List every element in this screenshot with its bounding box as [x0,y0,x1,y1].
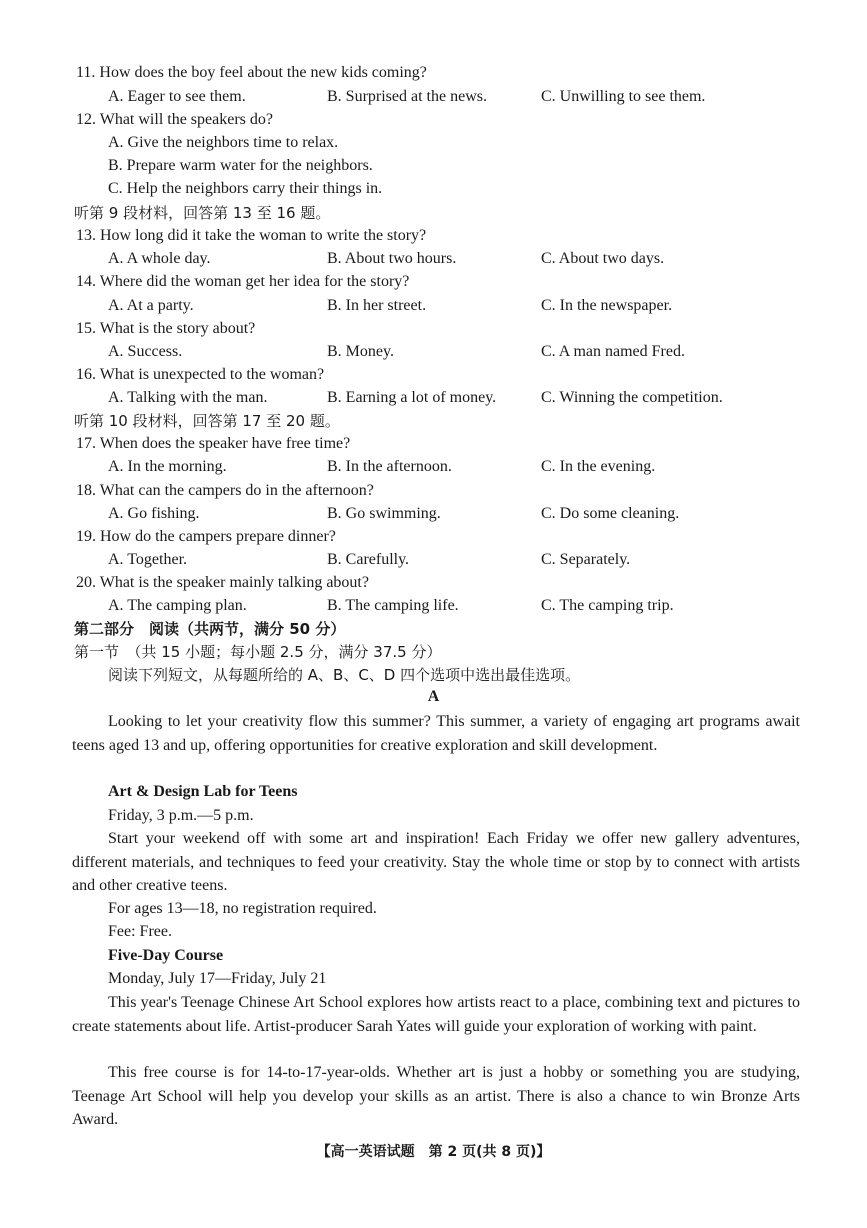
question-number: 19. [76,528,96,545]
question-number: 12. [76,111,96,128]
lab-title: Art & Design Lab for Teens [108,783,298,800]
option-b: B. Earning a lot of money. [327,389,497,406]
option-c: C. In the newspaper. [541,297,673,314]
option-a: A. Success. [108,343,183,360]
option-b: B. Go swimming. [327,505,441,522]
course-time: Monday, July 17—Friday, July 21 [108,970,327,987]
question-15 [76,318,255,340]
course-description-1: This year's Teenage Chinese Art School explores how artists react to a place, combining text and pictures to create statements about life. Artist-producer Sarah Yates will guide your exploration of working with paint. [72,994,800,1035]
question-number: 17. [76,435,96,452]
question-12 [76,109,273,131]
question-11 [76,62,427,84]
question-number: 14. [76,273,96,290]
option-c: C. Do some cleaning. [541,505,680,522]
option-b: B. About two hours. [327,250,457,267]
option-b: B. Surprised at the news. [327,88,487,105]
option-a: A. Talking with the man. [108,389,268,406]
question-text: How long did it take the woman to write the story? [100,227,427,244]
option-c: C. The camping trip. [541,597,674,614]
question-text: When does the speaker have free time? [99,435,351,452]
passage-intro: Looking to let your creativity flow this summer? This summer, a variety of engaging art programs await teens aged 13 and up, offering opportunities for creative exploration and skill development. [72,713,800,754]
question-number: 20. [76,574,96,591]
option-c: C. Winning the competition. [541,389,723,406]
question-number: 18. [76,482,96,499]
question-text: What is unexpected to the woman? [99,366,325,383]
passage-letter: A [427,688,440,705]
course-title: Five-Day Course [108,947,224,964]
question-16 [76,364,324,386]
option-b: B. Money. [327,343,394,360]
option-b: B. The camping life. [327,597,459,614]
option-a: A. Go fishing. [108,505,200,522]
question-number: 15. [76,320,96,337]
option-b: B. Prepare warm water for the neighbors. [108,157,373,174]
option-b: B. Carefully. [327,551,410,568]
option-a: A. The camping plan. [108,597,247,614]
section9-intro: 听第 9 段材料，回答第 13 至 16 题。 [74,204,331,222]
reading-instruction: 阅读下列短文，从每题所给的 A、B、C、D 四个选项中选出最佳选项。 [108,666,581,684]
question-18 [76,480,374,502]
lab-fee: Fee: Free. [108,923,172,940]
option-c: C. A man named Fred. [541,343,685,360]
question-13 [76,225,426,247]
option-a: A. Together. [108,551,188,568]
question-number: 11. [76,64,96,81]
option-b: B. In the afternoon. [327,458,452,475]
question-20 [76,572,369,594]
question-text: What will the speakers do? [99,111,273,128]
option-a: A. At a party. [108,297,194,314]
question-text: What can the campers do in the afternoon? [99,482,374,499]
question-text: How do the campers prepare dinner? [100,528,336,545]
question-text: What is the speaker mainly talking about? [99,574,369,591]
lab-time: Friday, 3 p.m.—5 p.m. [108,807,254,824]
question-text: Where did the woman get her idea for the story? [99,273,410,290]
question-text: What is the story about? [99,320,256,337]
question-17 [76,433,350,455]
option-c: C. About two days. [541,250,665,267]
section10-intro: 听第 10 段材料，回答第 17 至 20 题。 [74,412,340,430]
question-19 [76,526,336,548]
option-c: C. Separately. [541,551,631,568]
lab-ages: For ages 13—18, no registration required. [108,900,377,917]
option-c: C. In the evening. [541,458,656,475]
question-number: 16. [76,366,96,383]
option-a: A. Eager to see them. [108,88,246,105]
option-c: C. Help the neighbors carry their things in. [108,180,383,197]
option-b: B. In her street. [327,297,427,314]
lab-description: Start your weekend off with some art and inspiration! Each Friday we offer new gallery adventures, different materials, and techniques to feed your creativity. Stay the whole time or stop by to connect with artists and other creative teens. [72,830,800,894]
question-text: How does the boy feel about the new kids coming? [99,64,427,81]
question-14 [76,271,409,293]
part2-title: 第二部分 阅读（共两节，满分 50 分） [74,620,346,638]
option-a: A. In the morning. [108,458,227,475]
option-a: A. A whole day. [108,250,211,267]
course-description-2: This free course is for 14-to-17-year-olds. Whether art is just a hobby or something you are studying, Teenage Art School will help you develop your skills as an artist. There is also a chance to win Bronze Arts Award. [72,1064,800,1128]
option-c: C. Unwilling to see them. [541,88,706,105]
page-footer: 【高一英语试题 第 2 页(共 8 页)】 [316,1144,551,1160]
question-number: 13. [76,227,96,244]
option-a: A. Give the neighbors time to relax. [108,134,339,151]
section1-title: 第一节 （共 15 小题；每小题 2.5 分，满分 37.5 分） [74,643,442,661]
